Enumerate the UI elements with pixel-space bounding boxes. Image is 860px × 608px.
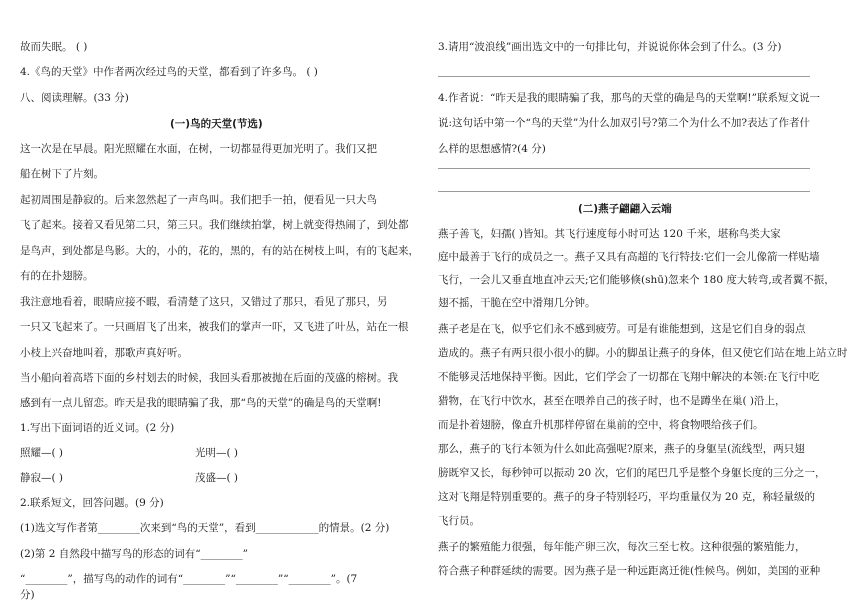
question-line: 么样的思想感情?(4 分) [438,143,546,155]
text-line: 猎物，在飞行中饮水，甚至在喂养自己的孩子时，也不是蹲坐在巢( )沿上， [438,395,786,407]
text-line: 庭中最善于飞行的成员之一。燕子又具有高超的飞行特技:它们一会儿像箭一样贴墙 [438,251,820,263]
text-line: 故而失眠。 ( ) [20,41,88,53]
answer-blank[interactable]: 光明—( ) [195,447,239,459]
text-line: 小枝上兴奋地叫着，那歌声真好听。 [20,347,188,359]
text-line: 飞行，一会儿又垂直地直冲云天;它们能够倏(shū)忽来个 180 度大转弯,或者翼不振， [438,274,835,286]
answer-blank[interactable]: 静寂—( ) [20,472,64,484]
text-line: 飞了起来。接着又看见第二只，第三只。我们继续拍掌，树上就变得热闹了，到处都 [20,219,409,231]
text-line: 造成的。燕子有两只很小很小的脚。小的脚虽让燕子的身体，但又使它们站在地上站立时 [438,347,848,359]
question-line[interactable]: (1)选文写作者第________次来到“鸟的天堂”，看到____________的情景。(2 分) [20,522,390,534]
text-line: 膀既窄又长，每秒钟可以振动 20 次，它们的尾巴几乎是整个身躯长度的三分之一， [438,467,826,479]
text-line: 燕子的繁殖能力很强，每年能产卵三次，每次三至七枚。这种很强的繁殖能力， [438,541,806,553]
text-line: 燕子老是在飞，似乎它们永不感到疲劳。可是有谁能想到，这是它们自身的弱点 [438,323,806,335]
text-line: 翅不摇，干脆在空中滑翔几分钟。 [438,297,596,309]
text-line: 符合燕子种群延续的需要。因为燕子是一种远距离迁徙(性候鸟。例如，美国的亚种 [438,565,821,577]
text-line: 而是扑着翅膀，像直升机那样停留在巢前的空中，将食物喂给孩子们。 [438,419,764,431]
text-line: 当小船向着高塔下面的乡村划去的时候，我回头看那被抛在后面的茂盛的榕树。我 [20,372,398,384]
text-line: 有的在扑翅膀。 [20,270,94,282]
text-line: 是鸟声，到处都是鸟影。大的，小的，花的，黑的，有的站在树枝上叫，有的飞起来， [20,245,419,257]
section-heading: 八、阅读理解。(33 分) [20,92,129,104]
text-line: 分) [20,589,35,601]
question-line: 1.写出下面词语的近义词。(2 分) [20,422,175,434]
text-line: 那么，燕子的飞行本领为什么如此高强呢?原来，燕子的身躯呈(流线型，两只翅 [438,443,805,455]
text-line: 燕子善飞，妇孺( )皆知。其飞行速度每小时可达 120 千米，堪称鸟类大家 [438,228,781,240]
text-line: 4.《鸟的天堂》中作者两次经过鸟的天堂，都看到了许多鸟。 ( ) [20,66,318,78]
question-line: 说:这句话中第一个“鸟的天堂”为什么加双引号?第二个为什么不加?表达了作者什 [438,117,811,129]
text-line: 一只又飞起来了。一只画眉飞了出来，被我们的掌声一吓，又飞进了叶丛，站在一根 [20,321,409,333]
answer-blank[interactable]: 茂盛—( ) [195,472,239,484]
passage-title: (二)燕子翩翩入云端 [578,203,672,215]
answer-line[interactable] [438,191,810,192]
question-line: 4.作者说：“昨天是我的眼睛骗了我，那鸟的天堂的确是鸟的天堂啊!”联系短文说一 [438,92,820,104]
text-line: 不能够灵活地保持平衡。因此，它们学会了一切都在飞翔中解决的本领:在飞行中吃 [438,371,820,383]
text-line: 感到有一点儿留恋。昨天是我的眼睛骗了我，那“鸟的天堂”的确是鸟的天堂啊! [20,397,382,409]
text-line: 我注意地看着，眼睛应接不暇，看清楚了这只，又错过了那只，看见了那只，另 [20,296,388,308]
question-line[interactable]: (2)第 2 自然段中描写鸟的形态的词有“________” [20,548,248,560]
text-line: 这对飞翔是特别重要的。燕子的身子特别轻巧，平均重量仅为 20 克，称轻量级的 [438,491,816,503]
text-line: 船在树下了片刻。 [20,168,104,180]
text-line: 这一次是在早晨。阳光照耀在水面，在树，一切都显得更加光明了。我们又把 [20,143,377,155]
text-line: 飞行员。 [438,515,480,527]
answer-blank[interactable]: 照耀—( ) [20,447,64,459]
question-line: 3.请用“波浪线”画出选文中的一句排比句，并说说你体会到了什么。(3 分) [438,41,782,53]
question-line: 2.联系短文，回答问题。(9 分) [20,497,164,509]
passage-title: (一)鸟的天堂(节选) [170,118,263,130]
answer-line[interactable] [438,168,810,169]
question-line[interactable]: “________”，描写鸟的动作的词有“________”“________”“________”。(7 [20,573,358,585]
text-line: 起初周围是静寂的。后来忽然起了一声鸟叫。我们把手一拍，便看见一只大鸟 [20,194,377,206]
answer-line[interactable] [438,76,810,77]
